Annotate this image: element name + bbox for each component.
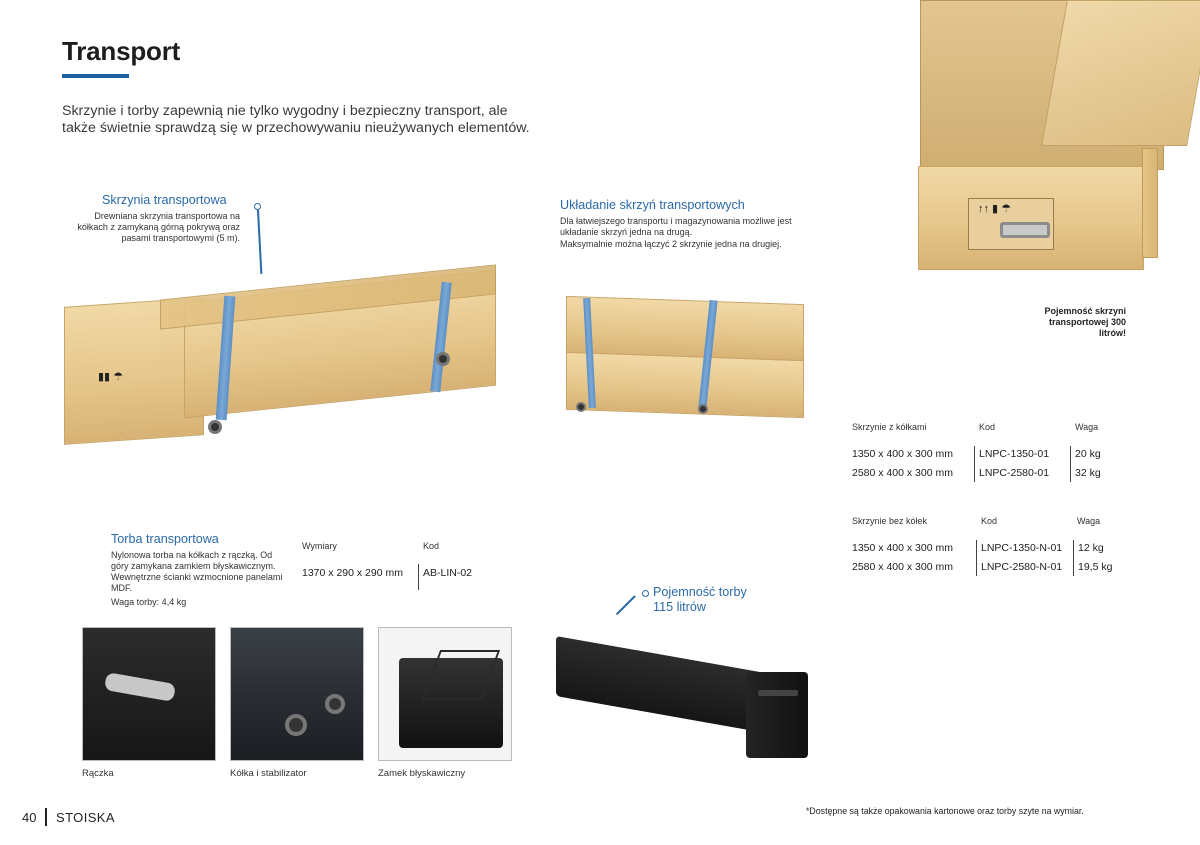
- bag-weight: Waga torby: 4,4 kg: [111, 597, 187, 607]
- bag-capacity-line2: 115 litrów: [653, 600, 706, 614]
- table-header-code: Kod: [981, 516, 998, 526]
- page-title: Transport: [62, 36, 181, 66]
- intro-text: Skrzynie i torby zapewnią nie tylko wygodny i bezpieczny transport, ale także świetnie sprawdzą się w przechowywaniu nieużywanych elementów.: [62, 103, 530, 136]
- table-header-code: Kod: [423, 541, 440, 551]
- table-cell-weight: 19,5 kg: [1078, 561, 1113, 573]
- table-separator: [976, 540, 977, 576]
- crate-image: [64, 278, 500, 444]
- photo-wheels-bag: [231, 628, 364, 761]
- table-cell-code: LNPC-2580-N-01: [981, 561, 1063, 573]
- table-separator: [1073, 540, 1074, 576]
- bag-end: [746, 672, 808, 758]
- footnote: *Dostępne są także opakowania kartonowe oraz torby szyte na wymiar.: [806, 806, 1084, 816]
- stacking-section-line1: Dla łatwiejszego transportu i magazynowania możliwe jest układanie skrzyń jedna na drugą.: [560, 216, 792, 237]
- crate-capacity-note: Pojemność skrzyni transportowej 300 litrów!: [1044, 306, 1126, 338]
- crate-pin-dot: [254, 203, 261, 210]
- footer-brand: STOISKA: [56, 810, 115, 825]
- table-header-weight: Waga: [1077, 516, 1101, 526]
- table-separator: [974, 446, 975, 482]
- table-header-code: Kod: [979, 422, 996, 432]
- stacking-section-line2: Maksymalnie można łączyć 2 skrzynie jedna na drugiej.: [560, 239, 782, 249]
- bag-handle-icon: [758, 690, 798, 696]
- stacked-crate-bottom: [566, 352, 804, 418]
- table-separator: [1070, 446, 1071, 482]
- open-crate-lid: [1041, 0, 1200, 146]
- crate-section-title: Skrzynia transportowa: [102, 193, 227, 207]
- bag-body: [556, 636, 766, 733]
- bag-section-title: Torba transportowa: [111, 532, 219, 546]
- photo-caption-zipper: Zamek błyskawiczny: [378, 768, 466, 779]
- crate-handling-symbols-icon: ▮▮ ☂: [98, 371, 124, 383]
- table-cell-dims: 1350 x 400 x 300 mm: [852, 542, 953, 554]
- table-cell-weight: 20 kg: [1075, 448, 1101, 460]
- table-separator: [418, 564, 419, 590]
- crate-wheel: [208, 420, 222, 434]
- table-header-weight: Waga: [1075, 422, 1099, 432]
- bag-pin-dot: [642, 590, 649, 597]
- photo-caption-wheels: Kółka i stabilizator: [230, 768, 307, 779]
- stacked-crates-image: [566, 292, 804, 420]
- bag-pin-line: [616, 595, 636, 615]
- table-cell-weight: 32 kg: [1075, 467, 1101, 479]
- table-cell-dims: 2580 x 400 x 300 mm: [852, 467, 953, 479]
- open-crate-image: [904, 0, 1200, 286]
- photo-zipper: [378, 627, 512, 761]
- table-header-name: Skrzynie z kółkami: [852, 422, 927, 432]
- page-number: 40: [22, 810, 37, 825]
- bag-capacity-line1: Pojemność torby: [653, 585, 747, 599]
- table-cell-dims: 2580 x 400 x 300 mm: [852, 561, 953, 573]
- crate-pin-line: [257, 210, 262, 274]
- table-cell-dims: 1350 x 400 x 300 mm: [852, 448, 953, 460]
- table-cell-code: LNPC-1350-N-01: [981, 542, 1063, 554]
- wheel-icon: [325, 694, 345, 714]
- bag-image: [556, 630, 816, 770]
- table-cell-code: AB-LIN-02: [423, 567, 473, 579]
- table-cell-code: LNPC-2580-01: [979, 467, 1050, 479]
- photo-wheels: [230, 627, 364, 761]
- wheel-icon: [285, 714, 307, 736]
- open-crate-handle-icon: [1000, 222, 1050, 238]
- bag-section-description: Nylonowa torba na kółkach z rączką. Od góry zamykana zamkiem błyskawicznym. Wewnętrzne ścianki wzmocnione panelami MDF.: [111, 550, 283, 593]
- photo-handle: [82, 627, 216, 761]
- footer-separator: [45, 808, 47, 826]
- title-underline: [62, 74, 129, 78]
- table-header-dims: Wymiary: [302, 541, 337, 551]
- table-cell-code: LNPC-1350-01: [979, 448, 1050, 460]
- open-crate-symbols-icon: ↑↑ ▮ ☂: [978, 203, 1012, 215]
- table-header-name: Skrzynie bez kółek: [852, 516, 928, 526]
- crate-section-description: Drewniana skrzynia transportowa na kółkach z zamykaną górną pokrywą oraz pasami transportowymi (5 m).: [77, 211, 240, 243]
- stacked-crate-wheel: [576, 402, 586, 412]
- stacked-crate-wheel: [698, 404, 708, 414]
- table-cell-weight: 12 kg: [1078, 542, 1104, 554]
- table-cell-dims: 1370 x 290 x 290 mm: [302, 567, 403, 579]
- crate-wheel: [436, 352, 450, 366]
- open-crate-side: [1142, 148, 1158, 258]
- photo-caption-handle: Rączka: [82, 768, 114, 779]
- stacking-section-title: Układanie skrzyń transportowych: [560, 198, 745, 212]
